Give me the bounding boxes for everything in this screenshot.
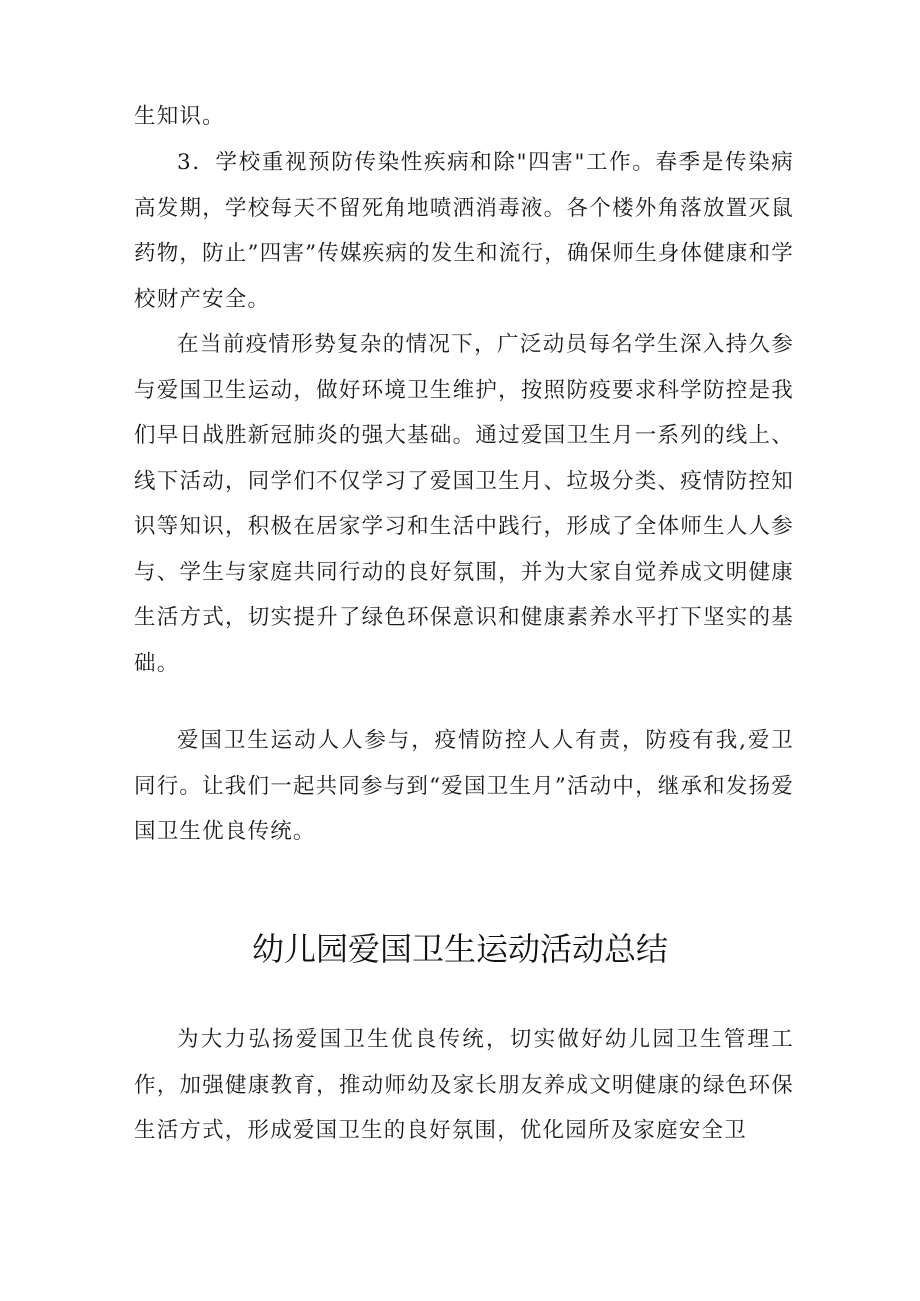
- paragraph-closing: 爱国卫生运动人人参与，疫情防控人人有责，防疫有我,爱卫同行。让我们一起共同参与到“爱国卫生月”活动中，继承和发扬爱国卫生优良传统。: [134, 728, 794, 844]
- list-item-3: 3．学校重视预防传染性疾病和除"四害"工作。春季是传染病高发期，学校每天不留死角地喷洒消毒液。各个楼外角落放置灭鼠药物，防止”四害”传媒疾病的发生和流行，确保师生身体健康和学校财产安全。: [134, 150, 794, 312]
- paragraph-intro: 为大力弘扬爱国卫生优良传统，切实做好幼儿园卫生管理工作，加强健康教育，推动师幼及家长朋友养成文明健康的绿色环保生活方式，形成爱国卫生的良好氛围，优化园所及家庭安全卫: [134, 1027, 794, 1143]
- document-title: 幼儿园爱国卫生运动活动总结: [251, 930, 668, 968]
- continuation-text: 生知识。: [134, 104, 225, 129]
- paragraph-summary: 在当前疫情形势复杂的情况下，广泛动员每名学生深入持久参与爱国卫生运动，做好环境卫生维护，按照防疫要求科学防控是我们早日战胜新冠肺炎的强大基础。通过爱国卫生月一系列的线上、线下活动，同学们不仅学习了爱国卫生月、垃圾分类、疫情防控知识等知识，积极在居家学习和生活中践行，形成了全体师生人人参与、学生与家庭共同行动的良好氛围，并为大家自觉养成文明健康生活方式，切实提升了绿色环保意识和健康素养水平打下坚实的基础。: [134, 332, 794, 676]
